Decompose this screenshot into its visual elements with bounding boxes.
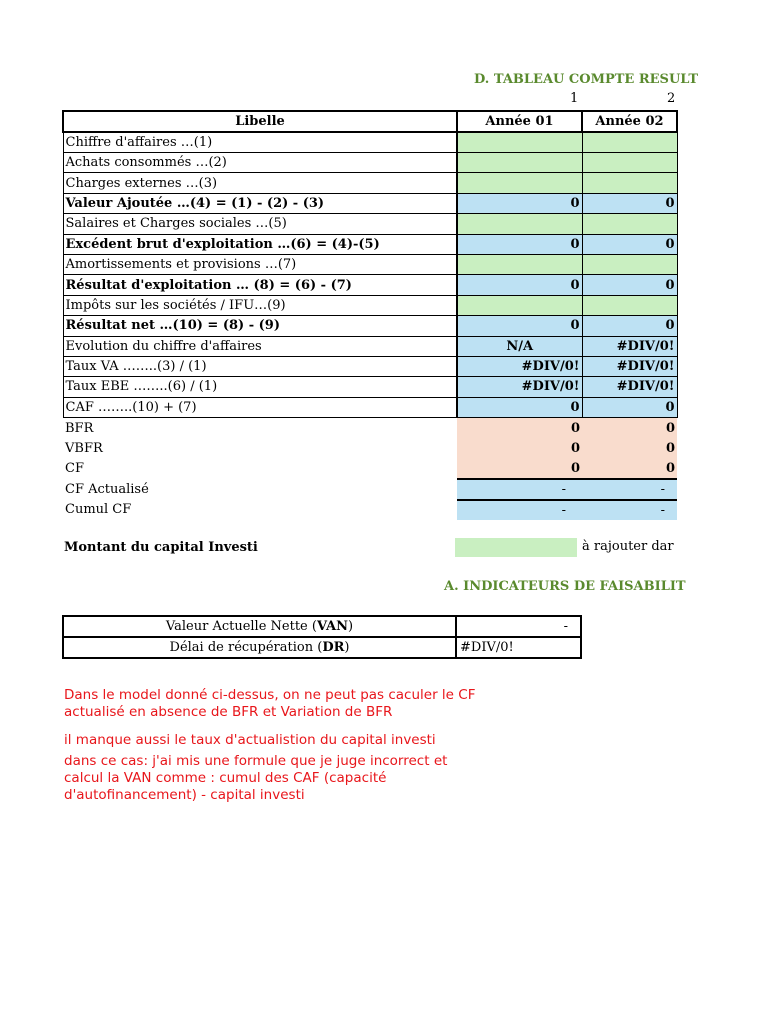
table-row [63, 356, 677, 376]
dr-value[interactable]: #DIV/0! [456, 637, 581, 658]
section-title: D. TABLEAU COMPTE RESULT [474, 72, 699, 87]
header-libelle[interactable]: Libelle [63, 111, 457, 132]
cell-year-1[interactable]: #DIV/0! [457, 377, 582, 397]
row-label[interactable]: Taux VA ……..(3) / (1) [63, 356, 457, 376]
table-row [63, 458, 677, 478]
note-2: il manque aussi le taux d'actualistion du capital investi [64, 732, 436, 748]
cell-year-1[interactable]: N/A [457, 336, 582, 356]
indicators-table [62, 615, 582, 659]
table-row [63, 438, 677, 458]
dr-label-bold: DR [322, 640, 345, 655]
cell-year-2[interactable] [582, 295, 677, 315]
cell-year-1[interactable] [457, 295, 582, 315]
van-label[interactable] [63, 616, 456, 637]
table-row [63, 500, 677, 520]
cell-year-1[interactable] [457, 173, 582, 193]
row-label[interactable]: Achats consommés …(2) [63, 153, 457, 173]
row-label[interactable]: CF [65, 461, 84, 477]
cell-year-2[interactable] [582, 153, 677, 173]
table-row [63, 316, 677, 336]
row-label[interactable]: Cumul CF [65, 502, 132, 518]
row-label[interactable]: BFR [65, 420, 94, 436]
row-label[interactable]: Amortissements et provisions …(7) [63, 254, 457, 274]
cell-year-2[interactable] [582, 214, 677, 234]
row-label[interactable]: Chiffre d'affaires …(1) [63, 132, 457, 153]
row-label[interactable]: Valeur Ajoutée …(4) = (1) - (2) - (3) [63, 193, 457, 213]
row-label[interactable]: Résultat net …(10) = (8) - (9) [63, 316, 457, 336]
table-row [63, 254, 677, 274]
van-label-pre: Valeur Actuelle Nette ( [165, 619, 317, 634]
row-label[interactable]: Résultat d'exploitation … (8) = (6) - (7) [63, 275, 457, 295]
table-row [63, 336, 677, 356]
cell-year-1[interactable]: - [457, 500, 582, 520]
table-row [63, 295, 677, 315]
cell-year-2[interactable]: 0 [582, 458, 677, 478]
cell-year-2[interactable]: 0 [582, 418, 677, 438]
cell-year-1[interactable]: 0 [457, 397, 582, 417]
cell-year-2[interactable] [582, 132, 677, 153]
invested-capital-label: Montant du capital Investi [64, 540, 258, 555]
cell-year-2[interactable]: 0 [582, 275, 677, 295]
cell-year-2[interactable]: #DIV/0! [582, 336, 677, 356]
table-row [63, 193, 677, 213]
van-label-post: ) [348, 619, 354, 634]
note-3: dans ce cas: j'ai mis une formule que je juge incorrect et calcul la VAN comme : cumul des CAF (capacité d'autofinancement) - capital investi [64, 753, 448, 803]
table-row [63, 234, 677, 254]
table-row [63, 418, 677, 438]
cell-year-2[interactable]: 0 [582, 234, 677, 254]
header-year-2[interactable]: Année 02 [582, 111, 677, 132]
row-label[interactable]: Charges externes …(3) [63, 173, 457, 193]
cell-year-1[interactable]: 0 [457, 234, 582, 254]
column-number-1: 1 [570, 91, 579, 106]
row-label[interactable]: VBFR [65, 440, 103, 456]
table-row [63, 214, 677, 234]
cell-year-1[interactable]: 0 [457, 418, 582, 438]
dr-label-pre: Délai de récupération ( [169, 640, 323, 655]
row-label[interactable]: CAF ……..(10) + (7) [63, 397, 457, 417]
table-row [63, 275, 677, 295]
cell-year-1[interactable] [457, 153, 582, 173]
row-label[interactable]: Taux EBE ……..(6) / (1) [63, 377, 457, 397]
van-label-bold: VAN [316, 619, 348, 634]
header-year-1[interactable]: Année 01 [457, 111, 582, 132]
table-row [63, 397, 677, 417]
table-row [63, 479, 677, 500]
note-1: Dans le model donné ci-dessus, on ne peut pas caculer le CF actualisé en absence de BFR et Variation de BFR [64, 687, 476, 720]
cell-year-1[interactable]: 0 [457, 458, 582, 478]
row-label[interactable]: Evolution du chiffre d'affaires [63, 336, 457, 356]
table-header-row [63, 111, 677, 132]
cell-year-1[interactable]: 0 [457, 193, 582, 213]
table-row [63, 616, 581, 637]
cell-year-1[interactable]: 0 [457, 275, 582, 295]
feasibility-section-title: A. INDICATEURS DE FAISABILIT [444, 579, 686, 594]
table-row [63, 173, 677, 193]
cell-year-2[interactable]: #DIV/0! [582, 356, 677, 376]
cell-year-1[interactable] [457, 214, 582, 234]
dr-label-post: ) [344, 640, 350, 655]
van-value[interactable]: - [456, 616, 581, 637]
income-statement-table [62, 110, 678, 520]
cell-year-1[interactable]: 0 [457, 316, 582, 336]
table-row [63, 132, 677, 153]
table-row [63, 153, 677, 173]
cell-year-2[interactable]: 0 [582, 438, 677, 458]
row-label[interactable]: Salaires et Charges sociales …(5) [63, 214, 457, 234]
cell-year-2[interactable] [582, 173, 677, 193]
cell-year-1[interactable]: #DIV/0! [457, 356, 582, 376]
row-label[interactable]: Impôts sur les sociétés / IFU…(9) [63, 295, 457, 315]
cell-year-2[interactable]: 0 [582, 397, 677, 417]
cell-year-2[interactable]: #DIV/0! [582, 377, 677, 397]
cell-year-1[interactable] [457, 254, 582, 274]
cell-year-2[interactable] [582, 254, 677, 274]
cell-year-1[interactable] [457, 132, 582, 153]
table-row [63, 637, 581, 658]
row-label[interactable]: Excédent brut d'exploitation …(6) = (4)-(5) [63, 234, 457, 254]
cell-year-2[interactable]: 0 [582, 193, 677, 213]
cell-year-1[interactable]: 0 [457, 438, 582, 458]
column-number-2: 2 [667, 91, 676, 106]
row-label[interactable]: CF Actualisé [65, 481, 149, 497]
invested-capital-note: à rajouter dar [582, 539, 674, 554]
cell-year-2[interactable]: - [582, 500, 677, 520]
invested-capital-input[interactable] [455, 538, 577, 557]
cell-year-1[interactable]: - [457, 479, 582, 500]
cell-year-2[interactable]: 0 [582, 316, 677, 336]
table-row [63, 377, 677, 397]
cell-year-2[interactable]: - [582, 479, 677, 500]
dr-label[interactable] [63, 637, 456, 658]
